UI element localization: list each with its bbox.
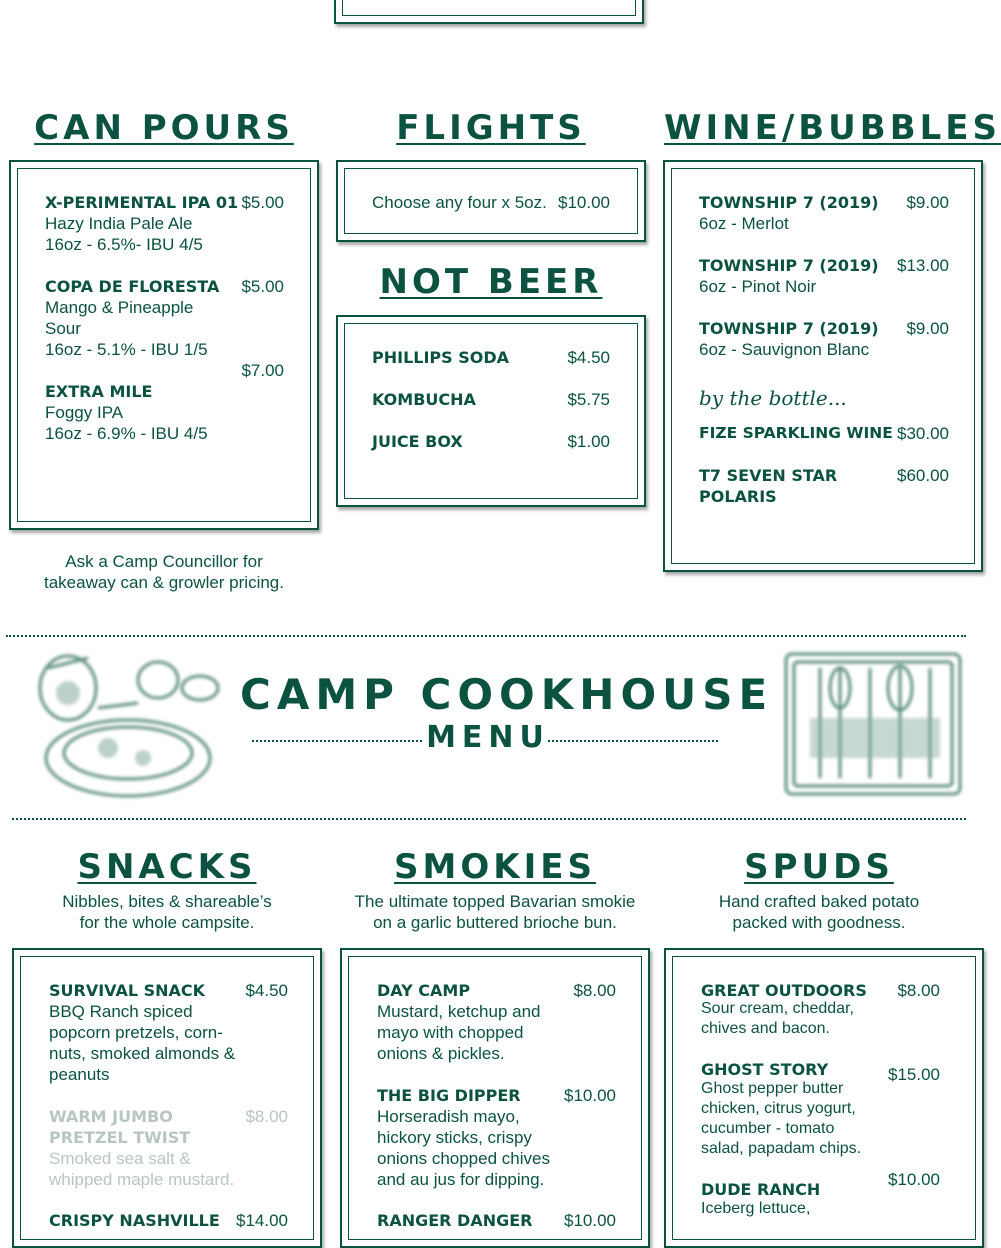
- menu-item-name: PHILLIPS SODA: [372, 348, 510, 367]
- smokies-subtitle: The ultimate topped Bavarian smokie: [354, 892, 636, 911]
- menu-rule-right: [548, 740, 718, 742]
- wine-title: WINE/BUBBLES: [664, 108, 1001, 148]
- menu-item-price: $4.50: [245, 981, 288, 1000]
- menu-item-price: $30.00: [897, 424, 949, 443]
- menu-item-name: X-PERIMENTAL IPA 01: [45, 193, 239, 212]
- menu-item-name: KOMBUCHA: [372, 390, 476, 409]
- section-divider: [12, 818, 966, 820]
- menu-item-desc: BBQ Ranch spiced: [49, 1002, 193, 1021]
- cookhouse-subtitle: MENU: [426, 720, 550, 755]
- cookhouse-title: CAMP COOKHOUSE: [240, 670, 774, 719]
- menu-item-name: DAY CAMP: [377, 981, 471, 1000]
- menu-item-desc: Hazy India Pale Ale: [45, 214, 193, 233]
- menu-item-desc: Horseradish mayo,: [377, 1107, 520, 1126]
- menu-item-price: $9.00: [906, 193, 949, 212]
- menu-item-desc: Foggy IPA: [45, 403, 124, 422]
- by-the-bottle-label: by the bottle...: [699, 386, 847, 410]
- menu-item-name: FIZE SPARKLING WINE: [699, 424, 893, 442]
- menu-item-desc: popcorn pretzels, corn-: [49, 1023, 223, 1042]
- menu-item-name: DUDE RANCH: [701, 1180, 821, 1199]
- menu-item-desc: Sour cream, cheddar,: [701, 1000, 854, 1017]
- menu-item-desc: cucumber - tomato: [701, 1120, 835, 1137]
- snacks-subtitle: Nibbles, bites & shareable’s: [62, 892, 272, 911]
- not-beer-title: NOT BEER: [379, 262, 603, 302]
- menu-item-price: $8.00: [245, 1107, 288, 1126]
- menu-rule-left: [252, 740, 422, 742]
- food-illustration-icon: [28, 648, 228, 800]
- menu-item-price: $4.50: [567, 348, 610, 367]
- menu-item-desc: Iceberg lettuce,: [701, 1200, 811, 1217]
- menu-item-desc: hickory sticks, crispy: [377, 1128, 532, 1147]
- flights-text: Choose any four x 5oz.: [372, 193, 547, 212]
- menu-item-desc: Mango & Pineapple: [45, 298, 194, 317]
- menu-item-name: TOWNSHIP 7 (2019): [699, 193, 879, 212]
- menu-item-price: $60.00: [897, 466, 949, 485]
- menu-item-price: $10.00: [888, 1170, 940, 1189]
- menu-item-desc: onions & pickles.: [377, 1044, 505, 1063]
- menu-item-desc: Ghost pepper butter: [701, 1080, 844, 1097]
- menu-item-desc: chicken, citrus yogurt,: [701, 1100, 856, 1117]
- menu-item-price: $1.00: [567, 432, 610, 451]
- spuds-title: SPUDS: [744, 847, 894, 887]
- menu-item-name: GHOST STORY: [701, 1060, 829, 1079]
- menu-item-desc: onions chopped chives: [377, 1149, 550, 1168]
- menu-item-name: T7 SEVEN STAR: [699, 466, 838, 485]
- snacks-title: SNACKS: [77, 847, 257, 887]
- cutlery-illustration-icon: [780, 648, 966, 798]
- menu-item-name: EXTRA MILE: [45, 382, 153, 401]
- menu-item-price: $9.00: [906, 319, 949, 338]
- flights-price: $10.00: [558, 193, 610, 212]
- spuds-subtitle: Hand crafted baked potato: [718, 892, 920, 911]
- menu-item-name: WARM JUMBO: [49, 1107, 173, 1126]
- menu-item-price: $5.00: [241, 277, 284, 296]
- menu-item-desc: Sour: [45, 319, 81, 338]
- menu-item-desc: salad, papadam chips.: [701, 1140, 862, 1157]
- smokies-subtitle: on a garlic buttered brioche bun.: [373, 913, 617, 932]
- menu-item-desc: mayo with chopped: [377, 1023, 524, 1042]
- menu-item-desc: and au jus for dipping.: [377, 1170, 545, 1189]
- menu-item-name: POLARIS: [699, 487, 777, 506]
- menu-item-price: $14.00: [236, 1211, 288, 1230]
- menu-item-name: GREAT OUTDOORS: [701, 981, 867, 1000]
- menu-item-name: SURVIVAL SNACK: [49, 981, 206, 1000]
- smokies-title: SMOKIES: [394, 847, 596, 887]
- menu-item-desc: 6oz - Pinot Noir: [699, 277, 817, 296]
- menu-item-desc: 6oz - Merlot: [699, 214, 789, 233]
- menu-item-price: $5.00: [241, 193, 284, 212]
- menu-item-price: $8.00: [573, 981, 616, 1000]
- menu-item-desc: 16oz - 6.5%- IBU 4/5: [45, 235, 203, 254]
- menu-item-price: $7.00: [241, 361, 284, 380]
- spuds-subtitle: packed with goodness.: [732, 913, 906, 932]
- menu-item-name: RANGER DANGER: [377, 1211, 533, 1230]
- menu-item-desc: whipped maple mustard.: [49, 1170, 235, 1189]
- snacks-subtitle: for the whole campsite.: [79, 913, 255, 932]
- menu-item-price: $8.00: [897, 981, 940, 1000]
- can-pours-note: takeaway can & growler pricing.: [43, 573, 284, 592]
- can-pours-title: CAN POURS: [34, 108, 294, 148]
- menu-item-desc: Mustard, ketchup and: [377, 1002, 541, 1021]
- can-pours-note: Ask a Camp Councillor for: [65, 552, 263, 571]
- menu-item-name: JUICE BOX: [372, 432, 463, 451]
- menu-item-price: $10.00: [564, 1211, 616, 1230]
- menu-item-price: $10.00: [564, 1086, 616, 1105]
- menu-item-desc: 16oz - 6.9% - IBU 4/5: [45, 424, 208, 443]
- menu-item-desc: nuts, smoked almonds &: [49, 1044, 236, 1063]
- menu-item-name: THE BIG DIPPER: [377, 1086, 521, 1105]
- top-menu-frame: [334, 0, 644, 24]
- menu-item-name: TOWNSHIP 7 (2019): [699, 319, 879, 338]
- menu-item-price: $5.75: [567, 390, 610, 409]
- flights-title: FLIGHTS: [396, 108, 586, 148]
- menu-item-desc: peanuts: [49, 1065, 110, 1084]
- menu-item-desc: 16oz - 5.1% - IBU 1/5: [45, 340, 208, 359]
- menu-item-desc: Smoked sea salt &: [49, 1149, 191, 1168]
- not-beer-box: [336, 315, 646, 507]
- menu-item-name: CRISPY NASHVILLE: [49, 1211, 220, 1230]
- menu-item-name: COPA DE FLORESTA: [45, 277, 220, 296]
- menu-item-price: $15.00: [888, 1065, 940, 1084]
- menu-item-price: $13.00: [897, 256, 949, 275]
- menu-item-desc: 6oz - Sauvignon Blanc: [699, 340, 870, 359]
- menu-item-desc: chives and bacon.: [701, 1020, 830, 1037]
- menu-item-name: PRETZEL TWIST: [49, 1128, 191, 1147]
- menu-item-name: TOWNSHIP 7 (2019): [699, 256, 879, 275]
- section-divider: [6, 635, 966, 637]
